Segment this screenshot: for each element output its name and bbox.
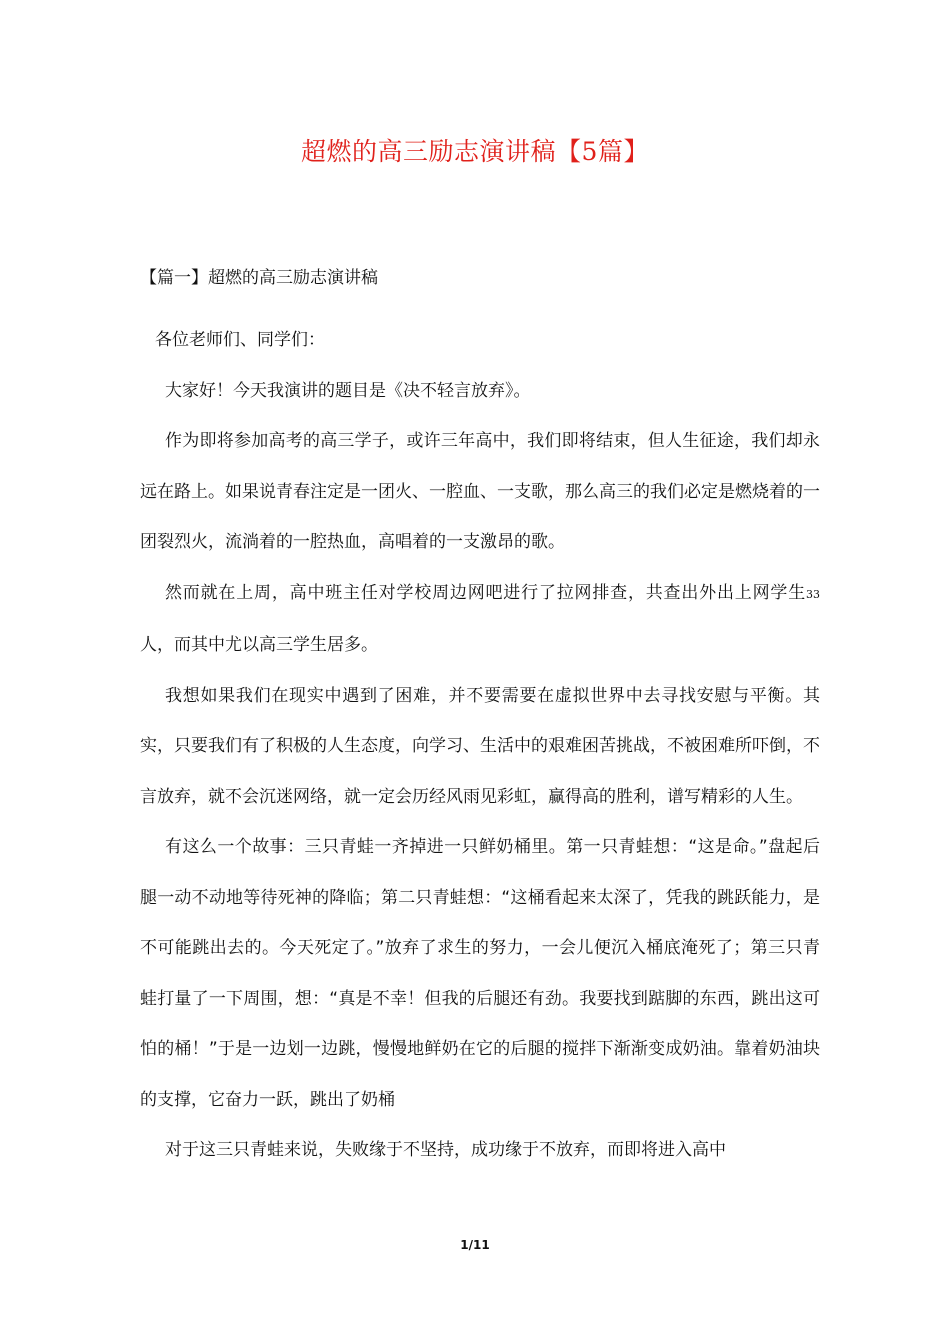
paragraph: 有这么一个故事：三只青蛙一齐掉进一只鲜奶桶里。第一只青蛙想：“这是命。”盘起后腿一动不动地等待死神的降临；第二只青蛙想：“这桶看起来太深了，凭我的跳跃能力，是不可能跳出去的。今天死定了。”放弃了求生的努力，一会儿便沉入桶底淹死了；第三只青蛙打量了一下周围，想：“真是不幸！但我的后腿还有劲。我要找到踮脚的东西，跳出这可怕的桶！”于是一边划一边跳，慢慢地鲜奶在它的后腿的搅拌下渐渐变成奶油。靠着奶油块的支撑，它奋力一跃，跳出了奶桶: [140, 837, 820, 1110]
salutation: 各位老师们、同学们：: [155, 330, 325, 350]
paragraph: 作为即将参加高考的高三学子，或许三年高中，我们即将结束，但人生征途，我们却永远在路上。如果说青春注定是一团火、一腔血、一支歌，那么高三的我们必定是燃烧着的一团裂烈火，流淌着的一腔热血，高唱着的一支激昂的歌。: [140, 431, 820, 552]
paragraph: [140, 568, 820, 671]
paragraph: 大家好！今天我演讲的题目是《决不轻言放弃》。: [165, 380, 531, 401]
document-body: [140, 315, 820, 1176]
page-number: 1/11: [460, 1238, 490, 1252]
document-title: 超燃的高三励志演讲稿【5篇】: [301, 137, 649, 166]
section-heading: 【篇一】超燃的高三励志演讲稿: [140, 268, 378, 288]
paragraph: 对于这三只青蛙来说，失败缘于不坚持，成功缘于不放弃，而即将进入高中: [165, 1140, 726, 1160]
paragraph-text: 然而就在上周，高中班主任对学校周边网吧进行了拉网排查，共查出外出上网学生: [165, 582, 806, 603]
paragraph: 我想如果我们在现实中遇到了困难，并不要需要在虚拟世界中去寻找安慰与平衡。其实，只要我们有了积极的人生态度，向学习、生活中的艰难困苦挑战，不被困难所吓倒，不言放弃，就不会沉迷网络，就一定会历经风雨见彩虹，赢得高的胜利，谱写精彩的人生。: [140, 685, 820, 807]
paragraph-text: 人，而其中尤以高三学生居多。: [140, 635, 378, 655]
student-count: 33: [806, 587, 820, 601]
